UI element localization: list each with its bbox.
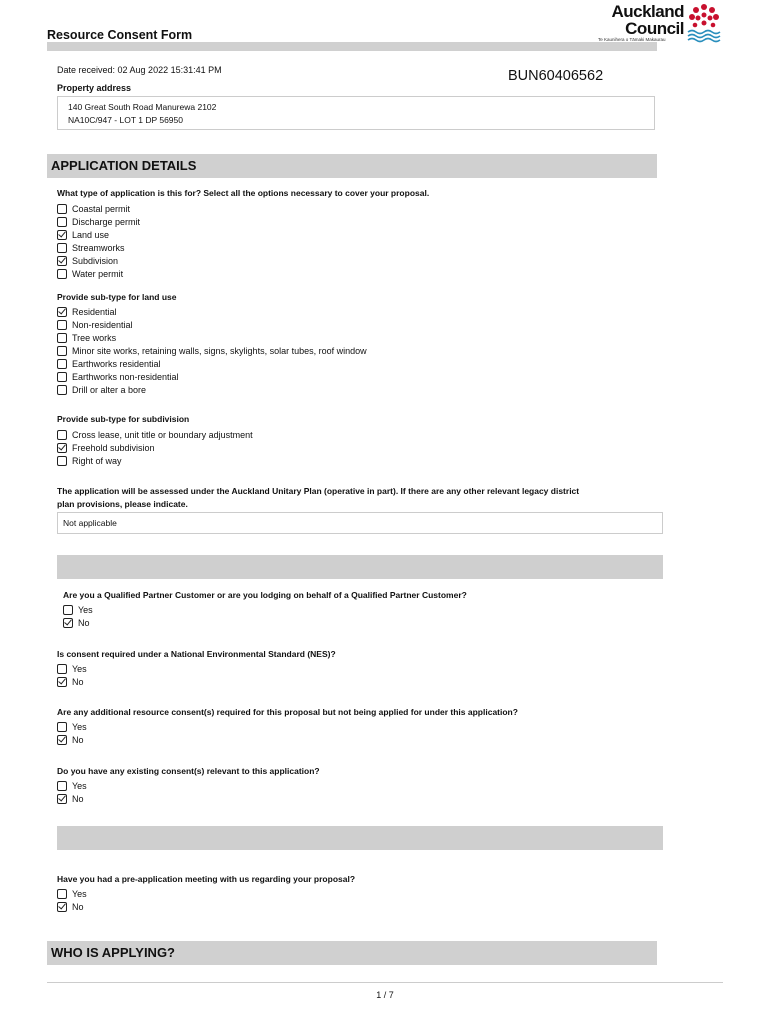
option-earthworks-residential[interactable]: Earthworks residential <box>57 357 367 370</box>
additional-consents-options <box>57 720 87 746</box>
option-minor-site-works[interactable]: Minor site works, retaining walls, signs, skylights, solar tubes, roof window <box>57 344 367 357</box>
header-bar <box>47 42 657 51</box>
option-land-use[interactable]: Land use <box>57 228 140 241</box>
question-additional-consents: Are any additional resource consent(s) required for this proposal but not being applied for under this application? <box>57 707 518 717</box>
option-freehold-subdivision[interactable]: Freehold subdivision <box>57 441 253 454</box>
logo-line2: Council <box>625 19 684 38</box>
section-application-details <box>47 154 657 178</box>
property-address-box <box>57 96 655 130</box>
checkbox-icon[interactable] <box>57 889 67 899</box>
checkbox-icon[interactable] <box>63 605 73 615</box>
checkbox-icon[interactable] <box>57 346 67 356</box>
page-number: 1 / 7 <box>376 990 394 1000</box>
option-yes[interactable]: Yes <box>63 603 93 616</box>
address-line-2: NA10C/947 - LOT 1 DP 56950 <box>68 115 183 125</box>
option-subdivision[interactable]: Subdivision <box>57 254 140 267</box>
option-water-permit[interactable]: Water permit <box>57 267 140 280</box>
question-application-type: What type of application is this for? Select all the options necessary to cover your proposal. <box>57 188 430 198</box>
checkbox-icon[interactable] <box>57 269 67 279</box>
checkbox-icon[interactable] <box>57 359 67 369</box>
subdivision-subtype-list <box>57 428 253 467</box>
address-line-1: 140 Great South Road Manurewa 2102 <box>68 102 217 112</box>
checkbox-checked-icon[interactable] <box>57 443 67 453</box>
question-plan-provisions-line1: The application will be assessed under the Auckland Unitary Plan (operative in part). If there are any other relevant legacy district <box>57 486 580 496</box>
checkbox-checked-icon[interactable] <box>57 256 67 266</box>
checkbox-icon[interactable] <box>57 320 67 330</box>
land-use-subtype-list <box>57 305 367 396</box>
checkbox-icon[interactable] <box>57 204 67 214</box>
checkbox-icon[interactable] <box>57 722 67 732</box>
option-yes[interactable]: Yes <box>57 887 87 900</box>
plan-provisions-value: Not applicable <box>63 518 117 528</box>
section-who-is-applying <box>47 941 657 965</box>
checkbox-icon[interactable] <box>57 664 67 674</box>
reference-number: BUN60406562 <box>508 68 604 84</box>
option-right-of-way[interactable]: Right of way <box>57 454 253 467</box>
qualified-partner-options <box>63 603 93 629</box>
question-plan-provisions-line2: plan provisions, please indicate. <box>57 499 188 509</box>
checkbox-checked-icon[interactable] <box>57 794 67 804</box>
question-land-use-subtype: Provide sub-type for land use <box>57 292 177 302</box>
form-title: Resource Consent Form <box>47 28 193 42</box>
pohutukawa-icon <box>686 2 722 44</box>
logo-line1: Auckland <box>611 2 684 21</box>
pre-application-options <box>57 887 87 913</box>
option-no[interactable]: No <box>63 616 93 629</box>
checkbox-checked-icon[interactable] <box>57 307 67 317</box>
checkbox-checked-icon[interactable] <box>57 735 67 745</box>
option-earthworks-non-residential[interactable]: Earthworks non-residential <box>57 370 367 383</box>
section-heading: APPLICATION DETAILS <box>51 158 197 173</box>
question-pre-application: Have you had a pre-application meeting with us regarding your proposal? <box>57 874 356 884</box>
date-received: Date received: 02 Aug 2022 15:31:41 PM <box>57 65 222 75</box>
checkbox-icon[interactable] <box>57 781 67 791</box>
logo-tagline: Te Kaunihera o Tāmaki Makaurau <box>598 37 666 42</box>
nes-options <box>57 662 87 688</box>
auckland-council-logo <box>598 2 723 44</box>
option-yes[interactable]: Yes <box>57 720 87 733</box>
question-existing-consents: Do you have any existing consent(s) relevant to this application? <box>57 766 320 776</box>
option-tree-works[interactable]: Tree works <box>57 331 367 344</box>
question-qualified-partner: Are you a Qualified Partner Customer or are you lodging on behalf of a Qualified Partner Customer? <box>63 590 467 600</box>
question-nes: Is consent required under a National Environmental Standard (NES)? <box>57 649 336 659</box>
checkbox-icon[interactable] <box>57 217 67 227</box>
option-no[interactable]: No <box>57 733 87 746</box>
checkbox-icon[interactable] <box>57 372 67 382</box>
option-no[interactable]: No <box>57 792 87 805</box>
checkbox-checked-icon[interactable] <box>57 902 67 912</box>
checkbox-icon[interactable] <box>57 333 67 343</box>
property-address-label: Property address <box>57 83 132 93</box>
section-bar-partner <box>57 555 663 579</box>
option-cross-lease[interactable]: Cross lease, unit title or boundary adjustment <box>57 428 253 441</box>
option-discharge-permit[interactable]: Discharge permit <box>57 215 140 228</box>
checkbox-icon[interactable] <box>57 430 67 440</box>
option-drill-bore[interactable]: Drill or alter a bore <box>57 383 367 396</box>
question-subdivision-subtype: Provide sub-type for subdivision <box>57 414 190 424</box>
option-coastal-permit[interactable]: Coastal permit <box>57 202 140 215</box>
section-bar-pre-application <box>57 826 663 850</box>
checkbox-checked-icon[interactable] <box>57 677 67 687</box>
option-yes[interactable]: Yes <box>57 662 87 675</box>
option-residential[interactable]: Residential <box>57 305 367 318</box>
option-no[interactable]: No <box>57 900 87 913</box>
option-streamworks[interactable]: Streamworks <box>57 241 140 254</box>
checkbox-icon[interactable] <box>57 243 67 253</box>
application-type-list <box>57 202 140 280</box>
existing-consents-options <box>57 779 87 805</box>
checkbox-icon[interactable] <box>57 385 67 395</box>
checkbox-checked-icon[interactable] <box>63 618 73 628</box>
checkbox-icon[interactable] <box>57 456 67 466</box>
option-non-residential[interactable]: Non-residential <box>57 318 367 331</box>
section-heading: WHO IS APPLYING? <box>51 945 175 960</box>
plan-provisions-field[interactable] <box>57 512 663 534</box>
footer-divider <box>47 982 723 983</box>
option-no[interactable]: No <box>57 675 87 688</box>
option-yes[interactable]: Yes <box>57 779 87 792</box>
checkbox-checked-icon[interactable] <box>57 230 67 240</box>
